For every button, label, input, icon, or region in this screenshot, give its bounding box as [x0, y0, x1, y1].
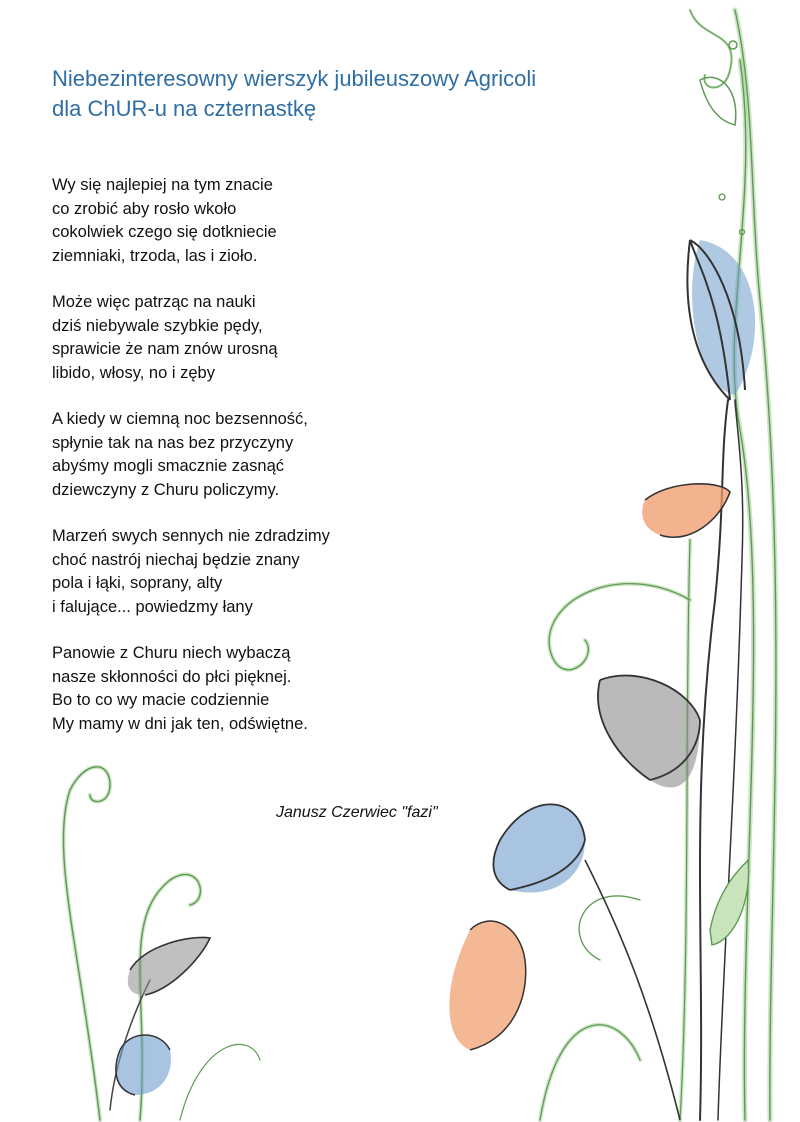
title-line: dla ChUR-u na czternastkę: [52, 96, 317, 121]
poem-line: choć nastrój niechaj będzie znany: [52, 550, 300, 569]
author-signature: Janusz Czerwiec "fazi": [276, 804, 438, 821]
poem: [52, 174, 330, 759]
poem-line: cokolwiek czego się dotkniecie: [52, 223, 277, 241]
poem-line: i falujące... powiedzmy łany: [52, 597, 253, 616]
curl: [540, 1025, 640, 1120]
poem-line: dziewczyny z Churu policzymy.: [52, 480, 280, 499]
stanza: [52, 525, 330, 619]
poem-line: co zrobić aby rosło wkoło: [52, 199, 237, 218]
poem-line: nasze skłonności do płci pięknej.: [52, 667, 292, 686]
poem-line: abyśmy mogli smacznie zasnąć: [52, 457, 284, 475]
blue-flower: [687, 240, 755, 400]
curl: [63, 767, 110, 1120]
poem-line: Panowie z Churu niech wybaczą: [52, 644, 291, 662]
orange-flower: [449, 921, 525, 1050]
stanza: [52, 408, 330, 502]
poem-line: sprawicie że nam znów urosną: [52, 340, 278, 358]
poem-line: Bo to co wy macie codziennie: [52, 691, 270, 709]
curl: [549, 584, 690, 670]
poem-line: Marzeń swych sennych nie zdradzimy: [52, 527, 330, 545]
poem-line: Wy się najlepiej na tym znacie: [52, 176, 273, 194]
poem-line: A kiedy w ciemną noc bezsenność,: [52, 410, 308, 428]
poem-line: pola i łąki, soprany, alty: [52, 574, 223, 592]
poem-line: ziemniaki, trzoda, las i zioło.: [52, 246, 258, 265]
curl: [690, 10, 732, 88]
stanza: [52, 174, 330, 268]
orange-flower: [642, 484, 730, 537]
curl: [579, 896, 640, 960]
stanza: [52, 291, 330, 385]
poem-line: My mamy w dni jak ten, odświętne.: [52, 714, 308, 733]
title-line: Niebezinteresowny wierszyk jubileuszowy Agricoli: [52, 66, 537, 91]
poem-line: dziś niebywale szybkie pędy,: [52, 316, 263, 335]
curl: [63, 767, 110, 1120]
curl: [549, 584, 690, 670]
page-title: [52, 64, 536, 124]
curl: [180, 1044, 260, 1120]
gray-flower: [598, 676, 700, 788]
poem-line: Może więc patrząc na nauki: [52, 293, 256, 311]
blue-bud: [116, 1035, 171, 1095]
stanza: [52, 642, 330, 736]
stem: [734, 60, 753, 1120]
poem-line: libido, włosy, no i zęby: [52, 363, 215, 382]
poem-line: spłynie tak na nas bez przyczyny: [52, 433, 294, 452]
